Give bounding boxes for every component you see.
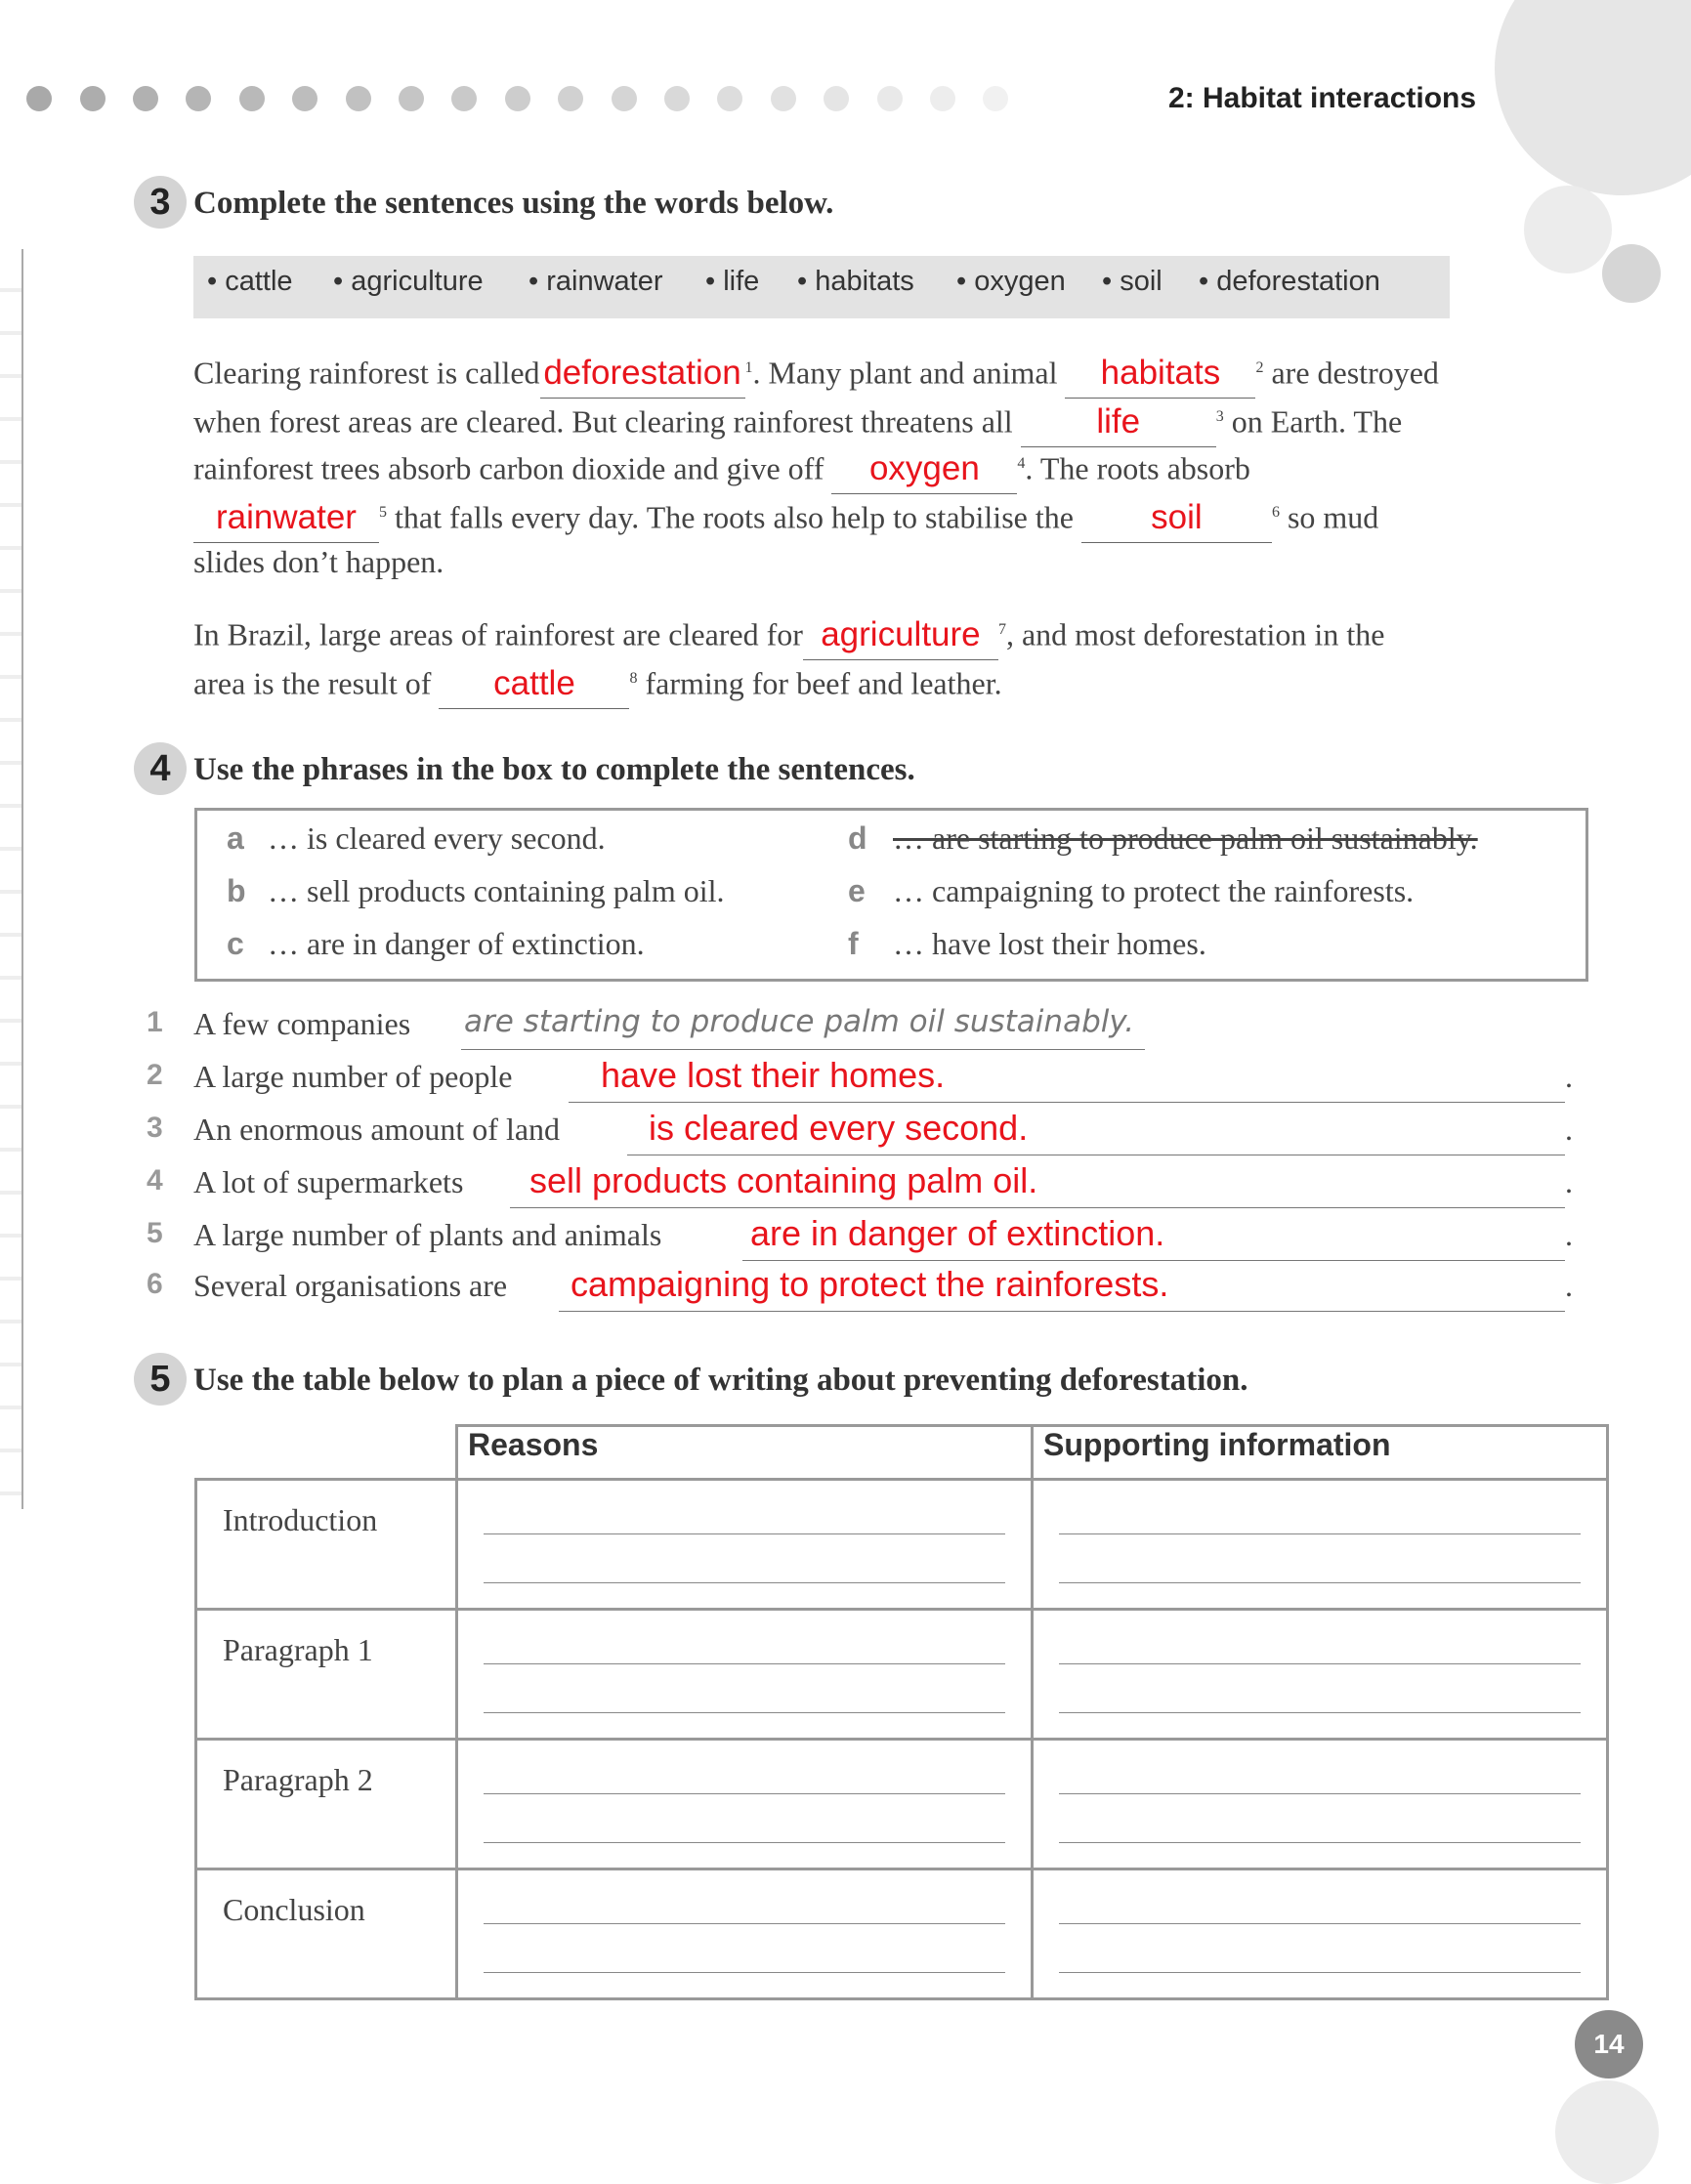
- ex3-line-5: [193, 537, 444, 586]
- ex3-line-3: rainforest trees absorb carbon dioxide and give off oxygen $^4$. The roots absorb: [193, 440, 1250, 494]
- question-4: 4 A lot of supermarkets sell products containing palm oil. .: [147, 1164, 1573, 1209]
- writing-cell[interactable]: [457, 1610, 1033, 1740]
- answer-text: are in danger of extinction.: [750, 1213, 1165, 1253]
- ex3-line-4: rainwater $^5$ that falls every day. The roots also help to stabilise the soil $^6$ so mud: [193, 488, 1378, 543]
- row-header: Paragraph 1: [196, 1610, 457, 1740]
- exercise-5-instruction: Use the table below to plan a piece of writing about preventing deforestation.: [193, 1363, 1248, 1398]
- blank-7: [803, 610, 998, 660]
- ex3-line-2: when forest areas are cleared. But clearing rainforest threatens all life $^3$ on Earth. The: [193, 393, 1402, 447]
- page-number-decor: [1555, 2080, 1659, 2184]
- word-bank-item: • deforestation: [1199, 266, 1380, 297]
- word-bank-item: • soil: [1102, 266, 1163, 297]
- chapter-title: 2: Habitat interactions: [1168, 82, 1477, 114]
- word-bank-item: • oxygen: [956, 266, 1066, 297]
- text: area is the result of: [193, 665, 432, 701]
- text: . The roots absorb: [1025, 450, 1250, 486]
- table-corner: [196, 1426, 457, 1480]
- text: slides don’t happen.: [193, 544, 444, 579]
- answer-text: have lost their homes.: [601, 1055, 946, 1095]
- blank-5: [193, 493, 379, 543]
- writing-cell[interactable]: [457, 1869, 1033, 1999]
- decor-circle-large: [1495, 0, 1691, 195]
- blank-1: [540, 349, 745, 399]
- question-1: 1 A few companies are starting to produce palm oil sustainably.: [147, 1006, 1573, 1051]
- ex3-line-7: area is the result of cattle $^8$ farming for beef and leather.: [193, 654, 1002, 709]
- exercise-5-badge: 5: [134, 1353, 187, 1406]
- table-row: [196, 1480, 1608, 1610]
- phrase-d: d … are starting to produce palm oil sustainably.: [848, 820, 1478, 856]
- answer-5: rainwater: [216, 497, 357, 536]
- text: that falls every day. The roots also help to stabilise the: [387, 499, 1074, 535]
- exercise-3-badge: 3: [134, 176, 187, 229]
- phrase-b: b … sell products containing palm oil.: [227, 873, 725, 908]
- question-3: 3 An enormous amount of land is cleared every second. .: [147, 1112, 1573, 1156]
- column-header-reasons: Reasons: [457, 1426, 1033, 1480]
- side-illustration: [0, 249, 23, 1509]
- blank-6: [1081, 493, 1272, 543]
- answer-4: oxygen: [868, 448, 980, 487]
- phrase-e: e … campaigning to protect the rainforests.: [848, 873, 1415, 908]
- blank-2: [1065, 349, 1255, 399]
- row-header: Introduction: [196, 1480, 457, 1610]
- answer-7: agriculture: [821, 614, 981, 653]
- exercise-4-instruction: Use the phrases in the box to complete the sentences.: [193, 752, 915, 787]
- phrase-f: f … have lost their homes.: [848, 926, 1206, 961]
- word-bank-item: • cattle: [207, 266, 293, 297]
- exercise-4-badge: 4: [134, 742, 187, 795]
- phrase-box: [194, 808, 1588, 982]
- ex3-line-6: In Brazil, large areas of rainforest are cleared for agriculture $^7$, and most deforestation in the: [193, 606, 1384, 660]
- planning-table: [194, 1424, 1609, 2000]
- table-row: [196, 1869, 1608, 1999]
- answer-text: is cleared every second.: [649, 1108, 1029, 1148]
- question-6: 6 Several organisations are campaigning to protect the rainforests. .: [147, 1268, 1573, 1313]
- writing-cell[interactable]: [1033, 1740, 1608, 1869]
- text: , and most deforestation in the: [1005, 616, 1385, 652]
- text: . Many plant and animal: [752, 355, 1058, 391]
- decor-circle-small: [1524, 186, 1612, 273]
- text: on Earth. The: [1223, 403, 1403, 440]
- answer-2: habitats: [1100, 353, 1221, 392]
- writing-cell[interactable]: [457, 1740, 1033, 1869]
- answer-text: are starting to produce palm oil sustainably.: [464, 1004, 1135, 1039]
- exercise-3-instruction: Complete the sentences using the words below.: [193, 186, 834, 221]
- phrase-a: a … is cleared every second.: [227, 820, 606, 856]
- text: In Brazil, large areas of rainforest are cleared for: [193, 616, 803, 652]
- row-header: Conclusion: [196, 1869, 457, 1999]
- answer-text: campaigning to protect the rainforests.: [571, 1264, 1169, 1304]
- answer-6: soil: [1151, 497, 1203, 536]
- writing-cell[interactable]: [1033, 1610, 1608, 1740]
- decor-circle-tiny: [1602, 244, 1661, 303]
- text: Clearing rainforest is called: [193, 355, 540, 391]
- writing-cell[interactable]: [457, 1480, 1033, 1610]
- word-bank: [193, 256, 1450, 318]
- answer-text: sell products containing palm oil.: [529, 1160, 1038, 1200]
- question-2: 2 A large number of people have lost their homes. .: [147, 1059, 1573, 1104]
- word-bank-item: • life: [705, 266, 760, 297]
- table-row: [196, 1610, 1608, 1740]
- text: farming for beef and leather.: [637, 665, 1002, 701]
- page-number-badge: 14: [1575, 2010, 1643, 2079]
- answer-8: cattle: [493, 663, 575, 702]
- word-bank-item: • habitats: [797, 266, 914, 297]
- blank-8: [439, 659, 629, 709]
- column-header-supporting: Supporting information: [1033, 1426, 1608, 1480]
- text: are destroyed: [1263, 355, 1439, 391]
- text: so mud: [1279, 499, 1379, 535]
- word-bank-item: • agriculture: [333, 266, 484, 297]
- writing-cell[interactable]: [1033, 1480, 1608, 1610]
- question-5: 5 A large number of plants and animals are in danger of extinction. .: [147, 1217, 1573, 1262]
- ex3-line-1: Clearing rainforest is called deforestation $^1$. Many plant and animal habitats $^2$ are destroyed: [193, 344, 1439, 399]
- word-bank-item: • rainwater: [528, 266, 663, 297]
- writing-cell[interactable]: [1033, 1869, 1608, 1999]
- answer-1: deforestation: [543, 353, 741, 392]
- phrase-c: c … are in danger of extinction.: [227, 926, 645, 961]
- text: rainforest trees absorb carbon dioxide and give off: [193, 450, 824, 486]
- blank-4: [831, 444, 1017, 494]
- text: when forest areas are cleared. But clearing rainforest threatens all: [193, 403, 1013, 440]
- table-row: [196, 1740, 1608, 1869]
- row-header: Paragraph 2: [196, 1740, 457, 1869]
- answer-3: life: [1096, 401, 1141, 441]
